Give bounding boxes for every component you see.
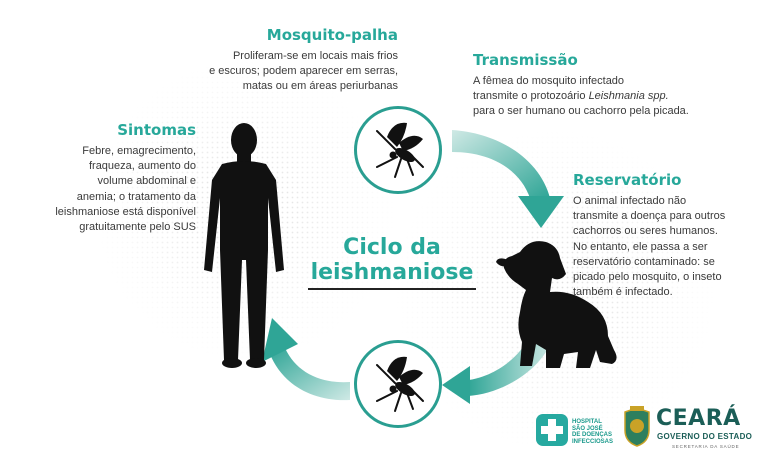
mosquito-line-1: Proliferam-se em locais mais frios <box>232 50 398 62</box>
diagram-title <box>298 235 486 285</box>
hospital-cross-icon <box>536 414 568 446</box>
symptoms-line-1: Febre, emagrecimento, <box>82 145 196 157</box>
reservoir-line-1: O animal infectado não <box>573 195 687 207</box>
mosquito-line-3: matas ou em áreas periurbanas <box>242 80 398 93</box>
hospital-logo <box>536 414 616 454</box>
reservoir-line-7: também é infectado. <box>573 286 673 299</box>
title-line-2: leishmaniose <box>310 260 474 285</box>
reservoir-line-3: cachorros ou seres humanos. <box>573 225 718 238</box>
symptoms-line-3: volume abdominal e <box>97 175 196 188</box>
reservoir-block <box>573 171 769 300</box>
symptoms-line-2: fraqueza, aumento do <box>88 160 196 173</box>
mosquito-line-2: e escuros; podem aparecer em serras, <box>209 65 398 78</box>
mosquito-heading: Mosquito-palha <box>266 26 398 44</box>
reservoir-line-4: No entanto, ele passa a ser <box>573 240 708 253</box>
hospital-line-2: SÃO JOSÉ <box>572 425 603 432</box>
hospital-line-4: INFECCIOSAS <box>572 438 614 445</box>
title-line-1: Ciclo da <box>343 235 441 260</box>
mosquito-icon <box>357 109 439 191</box>
symptoms-block <box>18 121 196 235</box>
mosquito-bottom-circle <box>354 340 442 428</box>
mosquito-icon <box>357 343 439 425</box>
government-name: CEARÁ <box>656 406 741 431</box>
reservoir-heading: Reservatório <box>573 171 682 189</box>
mosquito-top-circle <box>354 106 442 194</box>
transmission-line-1: A fêmea do mosquito infectado <box>473 75 625 87</box>
government-subtitle: GOVERNO DO ESTADO <box>657 432 753 441</box>
reservoir-line-6: picado pelo mosquito, o inseto <box>573 271 722 284</box>
symptoms-line-4: anemia; o tratamento da <box>76 190 196 203</box>
symptoms-heading: Sintomas <box>117 121 196 139</box>
reservoir-line-5: reservatório contaminado: se <box>573 255 715 268</box>
symptoms-line-6: gratuitamente pelo SUS <box>79 221 196 234</box>
transmission-heading: Transmissão <box>473 51 578 69</box>
hospital-line-3: DE DOENÇAS <box>572 432 613 438</box>
human-silhouette-icon <box>198 120 290 370</box>
government-logo <box>622 406 772 456</box>
government-department: SECRETARIA DA SAÚDE <box>672 444 740 449</box>
hospital-line-1: HOSPITAL <box>572 419 602 425</box>
state-coat-of-arms-icon <box>622 406 652 448</box>
transmission-line-3: para o ser humano ou cachorro pela picada. <box>473 105 689 118</box>
transmission-line-2: transmite o protozoário Leishmania spp. <box>473 90 669 103</box>
transmission-block <box>473 51 763 120</box>
reservoir-line-2: transmite a doença para outros <box>573 210 726 223</box>
mosquito-block <box>150 26 398 95</box>
species-name: Leishmania spp. <box>588 90 669 103</box>
title-underline <box>308 288 476 290</box>
arrow-mosquito-to-reservoir <box>452 130 550 198</box>
symptoms-line-5: leishmaniose está disponível <box>55 205 196 218</box>
